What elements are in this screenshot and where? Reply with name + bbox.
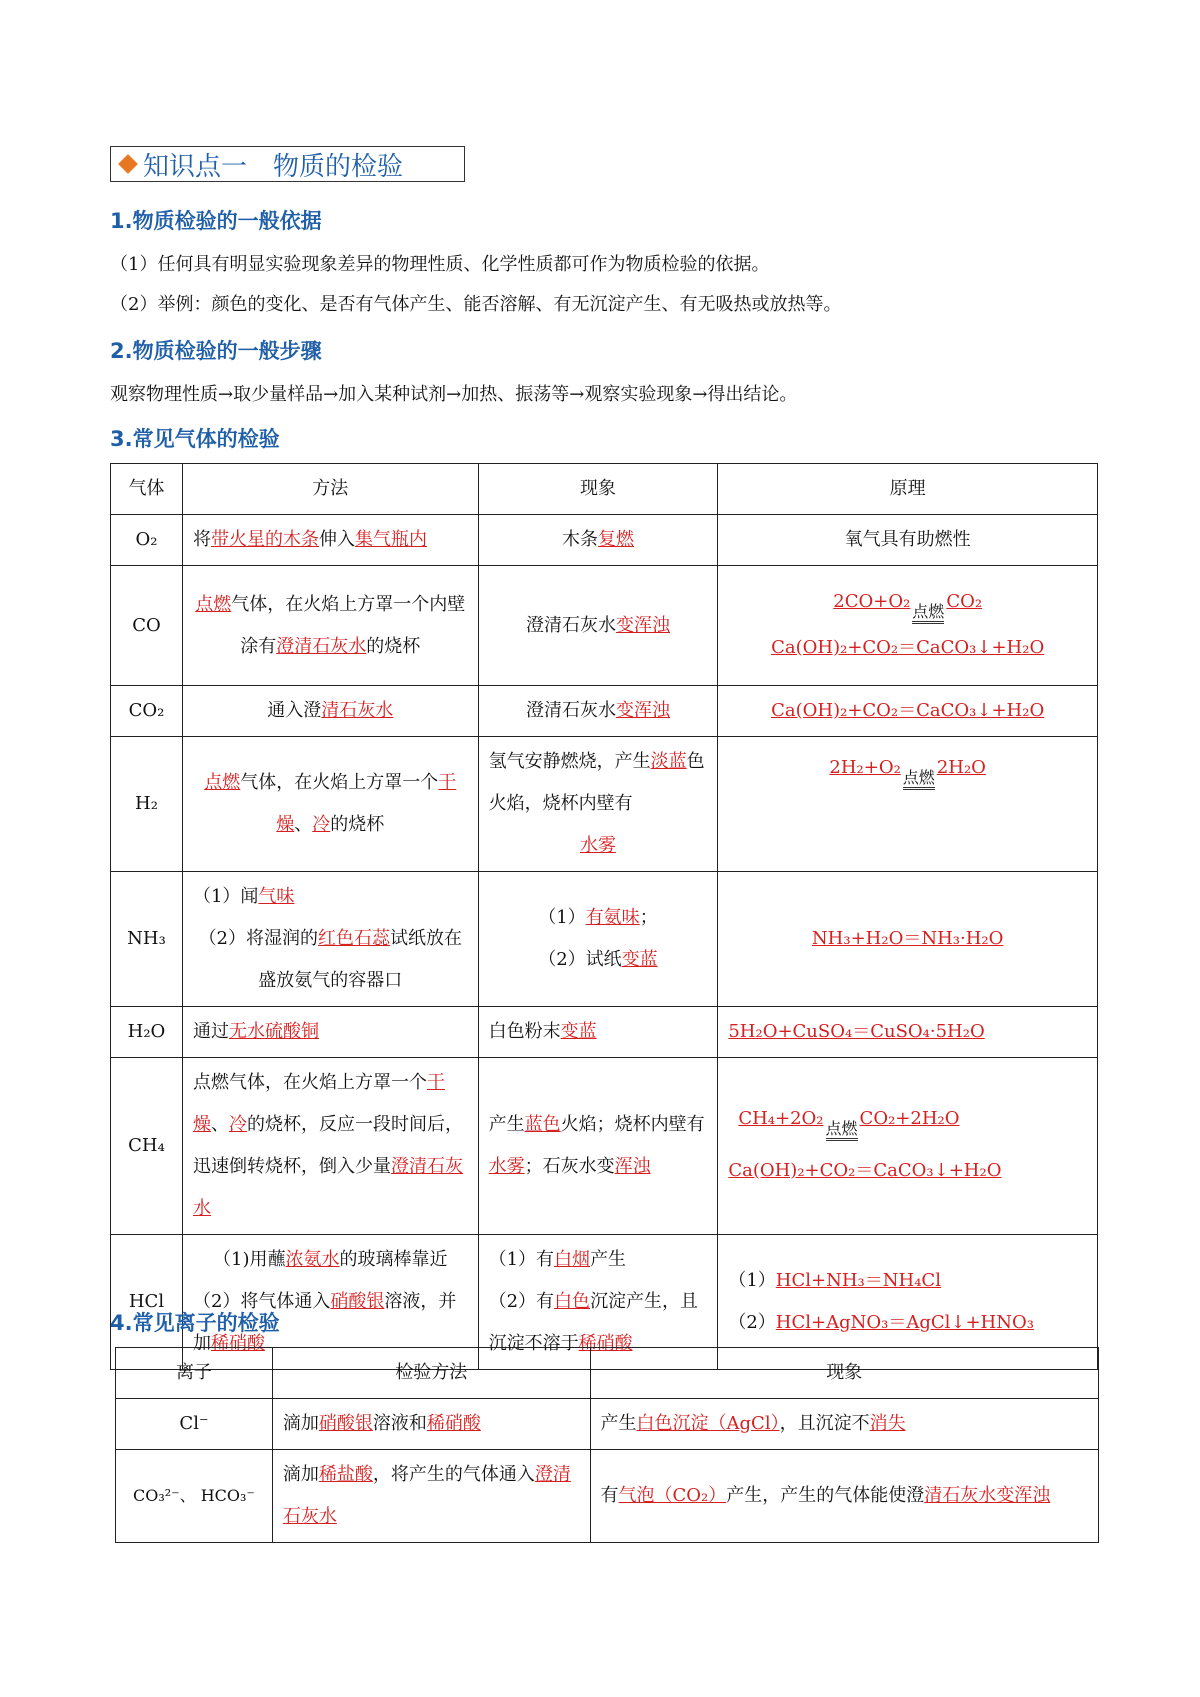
table-row bbox=[116, 1450, 1099, 1543]
phenomenon-cell: 氢气安静燃烧，产生淡蓝色火焰，烧杯内壁有 水雾 bbox=[478, 737, 718, 872]
heading-3: 3.常见气体的检验 bbox=[110, 427, 280, 451]
method-cell: 点燃气体，在火焰上方罩一个干燥、冷的烧杯 bbox=[182, 737, 478, 872]
phenomenon-cell: 有气泡（CO₂）产生，产生的气体能使澄清石灰水变浑浊 bbox=[590, 1450, 1098, 1543]
method-cell: 将带火星的木条伸入集气瓶内 bbox=[182, 515, 478, 566]
section-title-box bbox=[110, 146, 465, 182]
principle-cell: 2CO+O₂ 点燃 CO₂ Ca(OH)₂+CO₂＝CaCO₃↓+H₂O bbox=[718, 566, 1098, 686]
ion-cell: CO₃²⁻、 HCO₃⁻ bbox=[116, 1450, 273, 1543]
method-cell: 点燃气体，在火焰上方罩一个内壁涂有澄清石灰水的烧杯 bbox=[182, 566, 478, 686]
gas-cell: O₂ bbox=[111, 515, 183, 566]
phenomenon-cell: 木条复燃 bbox=[478, 515, 718, 566]
principle-cell: Ca(OH)₂+CO₂＝CaCO₃↓+H₂O bbox=[718, 686, 1098, 737]
header-cell: 离子 bbox=[116, 1348, 273, 1399]
ion-cell: Cl⁻ bbox=[116, 1399, 273, 1450]
method-cell: （1)用蘸浓氨水的玻璃棒靠近 （2）将气体通入硝酸银溶液，并加稀硝酸 bbox=[182, 1235, 478, 1370]
header-cell: 检验方法 bbox=[272, 1348, 590, 1399]
paragraph-1: （1）任何具有明显实验现象差异的物理性质、化学性质都可作为物质检验的依据。 bbox=[110, 254, 770, 275]
method-cell: 通过无水硫酸铜 bbox=[182, 1007, 478, 1058]
section-title: 知识点一 物质的检验 bbox=[143, 151, 404, 182]
gas-cell: NH₃ bbox=[111, 872, 183, 1007]
table-row bbox=[111, 1058, 1098, 1235]
table-row bbox=[111, 686, 1098, 737]
table-row bbox=[111, 737, 1098, 872]
diamond-icon bbox=[118, 154, 138, 174]
gas-cell: CO bbox=[111, 566, 183, 686]
heading-1: 1.物质检验的一般依据 bbox=[110, 209, 322, 233]
table-header-row bbox=[116, 1348, 1099, 1399]
gas-cell: H₂O bbox=[111, 1007, 183, 1058]
header-cell: 现象 bbox=[478, 464, 718, 515]
principle-cell: NH₃+H₂O＝NH₃·H₂O bbox=[718, 872, 1098, 1007]
table-header-row bbox=[111, 464, 1098, 515]
principle-cell: 5H₂O+CuSO₄＝CuSO₄·5H₂O bbox=[718, 1007, 1098, 1058]
phenomenon-cell: 澄清石灰水变浑浊 bbox=[478, 566, 718, 686]
gas-cell: HCl bbox=[111, 1235, 183, 1370]
principle-cell: CH₄+2O₂ 点燃 CO₂+2H₂O Ca(OH)₂+CO₂＝CaCO₃↓+H₂O bbox=[718, 1058, 1098, 1235]
table-row bbox=[116, 1399, 1099, 1450]
phenomenon-cell: 产生白色沉淀（AgCl），且沉淀不消失 bbox=[590, 1399, 1098, 1450]
phenomenon-cell: 澄清石灰水变浑浊 bbox=[478, 686, 718, 737]
gas-cell: CH₄ bbox=[111, 1058, 183, 1235]
table-row bbox=[111, 566, 1098, 686]
table-row bbox=[111, 515, 1098, 566]
gas-test-table bbox=[110, 463, 1098, 1370]
header-cell: 方法 bbox=[182, 464, 478, 515]
header-cell: 现象 bbox=[590, 1348, 1098, 1399]
gas-cell: H₂ bbox=[111, 737, 183, 872]
heading-4: 4.常见离子的检验 bbox=[110, 1311, 280, 1335]
method-cell: 滴加稀盐酸，将产生的气体通入澄清石灰水 bbox=[272, 1450, 590, 1543]
header-cell: 原理 bbox=[718, 464, 1098, 515]
method-cell: 通入澄清石灰水 bbox=[182, 686, 478, 737]
principle-cell: 氧气具有助燃性 bbox=[718, 515, 1098, 566]
heading-2: 2.物质检验的一般步骤 bbox=[110, 339, 322, 363]
table-row bbox=[111, 872, 1098, 1007]
method-cell: 滴加硝酸银溶液和稀硝酸 bbox=[272, 1399, 590, 1450]
gas-cell: CO₂ bbox=[111, 686, 183, 737]
principle-cell: 2H₂+O₂ 点燃 2H₂O bbox=[718, 737, 1098, 872]
phenomenon-cell: 白色粉末变蓝 bbox=[478, 1007, 718, 1058]
header-cell: 气体 bbox=[111, 464, 183, 515]
phenomenon-cell: （1）有白烟产生 （2）有白色沉淀产生，且沉淀不溶于稀硝酸 bbox=[478, 1235, 718, 1370]
ion-test-table bbox=[115, 1347, 1099, 1543]
phenomenon-cell: （1）有氨味； （2）试纸变蓝 bbox=[478, 872, 718, 1007]
method-cell: 点燃气体，在火焰上方罩一个干燥、冷的烧杯，反应一段时间后，迅速倒转烧杯，倒入少量澄清石灰水 bbox=[182, 1058, 478, 1235]
paragraph-2: （2）举例：颜色的变化、是否有气体产生、能否溶解、有无沉淀产生、有无吸热或放热等。 bbox=[110, 294, 842, 315]
phenomenon-cell: 产生蓝色火焰；烧杯内壁有水雾；石灰水变浑浊 bbox=[478, 1058, 718, 1235]
table-row bbox=[111, 1007, 1098, 1058]
paragraph-3: 观察物理性质→取少量样品→加入某种试剂→加热、振荡等→观察实验现象→得出结论。 bbox=[110, 384, 798, 405]
method-cell: （1）闻气味 （2）将湿润的红色石蕊试纸放在盛放氨气的容器口 bbox=[182, 872, 478, 1007]
principle-cell: （1）HCl+NH₃＝NH₄Cl （2）HCl+AgNO₃＝AgCl↓+HNO₃ bbox=[718, 1235, 1098, 1370]
